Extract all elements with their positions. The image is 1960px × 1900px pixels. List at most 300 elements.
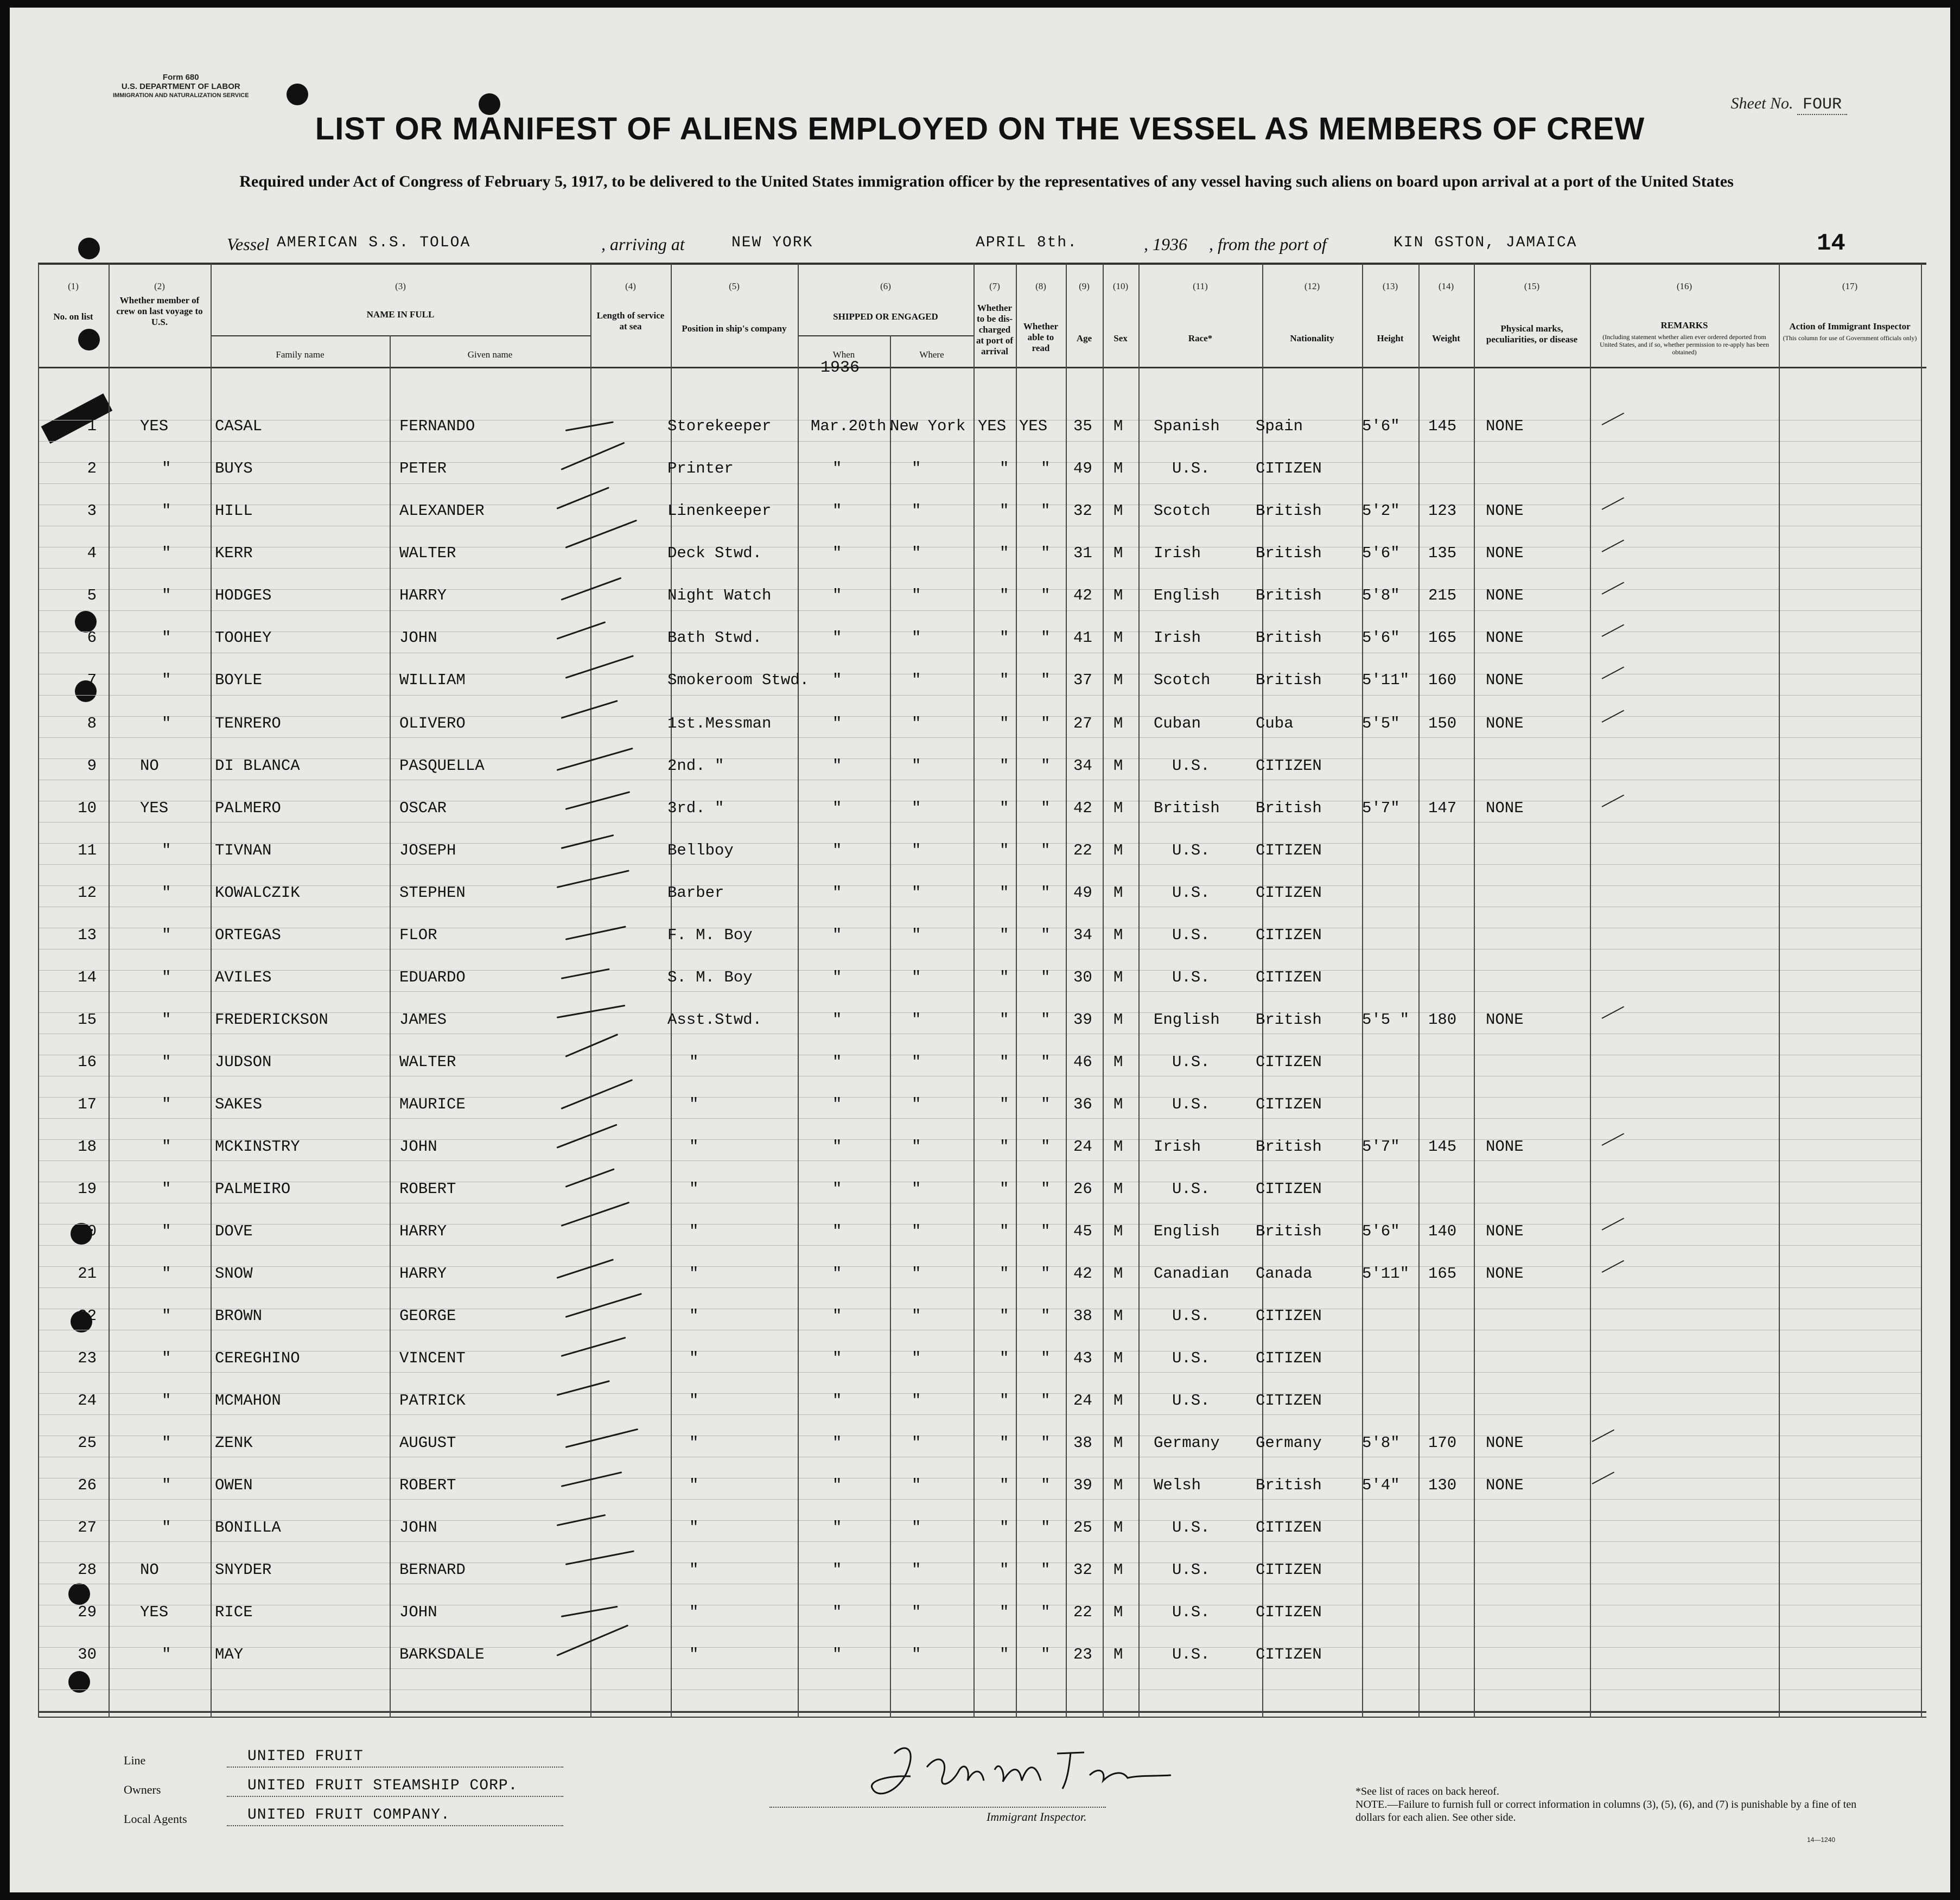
table-bottom-rule (38, 1711, 1926, 1713)
table-row (10, 514, 1950, 562)
cell-given: ALEXANDER (399, 502, 485, 520)
table-row (10, 557, 1950, 604)
cell-family: BROWN (215, 1307, 263, 1325)
cell-last: " (162, 1392, 171, 1410)
column-header: Physical marks, peculiarities, or disease (1486, 323, 1578, 345)
cell-age: 32 (1073, 502, 1092, 520)
cell-read: " (1041, 671, 1051, 689)
service-tick-mark (561, 700, 618, 719)
table-row (10, 472, 1950, 520)
cell-when: " (832, 1095, 842, 1113)
cell-read: " (1041, 1561, 1051, 1579)
cell-where: " (912, 1519, 921, 1536)
shipped-year: 1936 (820, 359, 860, 377)
page-subtitle: Required under Act of Congress of February 5, 1917, to be delivered to the United States immigration officer by the representatives of any vessel having such aliens on board upon arrival at a port of the United States (239, 173, 1734, 190)
cell-given: ROBERT (399, 1476, 456, 1494)
cell-weight: 147 (1428, 799, 1457, 817)
cell-age: 27 (1073, 715, 1092, 732)
cell-age: 34 (1073, 757, 1092, 775)
cell-no: 29 (78, 1603, 97, 1621)
cell-read: " (1041, 841, 1051, 859)
service-tick-mark (565, 520, 637, 549)
cell-nat: CITIZEN (1256, 841, 1322, 859)
cell-last: YES (140, 799, 169, 817)
cell-age: 26 (1073, 1180, 1092, 1198)
cell-height: 5'7" (1362, 799, 1400, 817)
cell-age: 46 (1073, 1053, 1092, 1071)
cell-read: " (1041, 586, 1051, 604)
cell-nat: Germany (1256, 1434, 1322, 1452)
cell-when: " (832, 799, 842, 817)
table-row (10, 1404, 1950, 1452)
cell-age: 23 (1073, 1646, 1092, 1663)
cell-read: " (1041, 1053, 1051, 1071)
cell-disch: " (1000, 544, 1009, 562)
form-number: Form 680 (162, 73, 199, 82)
cell-race: U.S. (1172, 1603, 1210, 1621)
cell-sex: M (1113, 544, 1123, 562)
cell-family: SNYDER (215, 1561, 272, 1579)
cell-nat: British (1256, 544, 1322, 562)
cell-family: ZENK (215, 1434, 253, 1452)
cell-position: " (689, 1222, 699, 1240)
column-number: (10) (1112, 281, 1129, 291)
cell-read: " (1041, 1222, 1051, 1240)
cell-sex: M (1113, 1222, 1123, 1240)
cell-sex: M (1113, 502, 1123, 520)
cell-disch: " (1000, 757, 1009, 775)
sheet-value: FOUR (1797, 95, 1847, 115)
cell-nat: CITIZEN (1256, 1646, 1322, 1663)
column-number: (5) (729, 281, 740, 291)
service-tick-mark (561, 968, 610, 979)
cell-nat: British (1256, 799, 1322, 817)
cell-when: " (832, 629, 842, 647)
table-row (10, 1319, 1950, 1367)
cell-no: 11 (78, 841, 97, 859)
cell-when: " (832, 1349, 842, 1367)
cell-age: 42 (1073, 586, 1092, 604)
cell-family: SNOW (215, 1265, 253, 1283)
cell-height: 5'2" (1362, 502, 1400, 520)
cell-sex: M (1113, 799, 1123, 817)
cell-height: 5'6" (1362, 1222, 1400, 1240)
table-row (10, 1235, 1950, 1283)
cell-nat: CITIZEN (1256, 1561, 1322, 1579)
cell-marks: NONE (1486, 715, 1524, 732)
cell-when: " (832, 1011, 842, 1029)
cell-read: " (1041, 757, 1051, 775)
cell-race: U.S. (1172, 1561, 1210, 1579)
table-top-rule (38, 263, 1926, 265)
column-header: Sex (1113, 333, 1128, 343)
cell-where: " (912, 460, 921, 477)
cell-age: 39 (1073, 1011, 1092, 1029)
table-row (10, 641, 1950, 689)
cell-family: SAKES (215, 1095, 263, 1113)
cell-position: Storekeeper (667, 417, 772, 435)
cell-no: 17 (78, 1095, 97, 1113)
cell-family: OWEN (215, 1476, 253, 1494)
cell-disch: " (1000, 1053, 1009, 1071)
cell-last: " (162, 884, 171, 902)
cell-last: YES (140, 417, 169, 435)
cell-where: " (912, 1095, 921, 1113)
table-row (10, 1066, 1950, 1113)
cell-disch: " (1000, 1392, 1009, 1410)
cell-age: 38 (1073, 1434, 1092, 1452)
service-tick-mark (565, 1293, 642, 1318)
cell-sex: M (1113, 586, 1123, 604)
cell-last: " (162, 1434, 171, 1452)
remarks-tick-mark (1602, 413, 1625, 425)
cell-marks: NONE (1486, 671, 1524, 689)
cell-when: " (832, 1222, 842, 1240)
cell-sex: M (1113, 1561, 1123, 1579)
cell-weight: 130 (1428, 1476, 1457, 1494)
cell-disch: " (1000, 671, 1009, 689)
cell-where: " (912, 1011, 921, 1029)
cell-sex: M (1113, 1180, 1123, 1198)
line-underline (227, 1767, 563, 1768)
service-tick-mark (561, 1202, 630, 1227)
cell-read: " (1041, 1180, 1051, 1198)
cell-weight: 145 (1428, 1138, 1457, 1156)
cell-given: JOHN (399, 1519, 437, 1536)
cell-last: " (162, 841, 171, 859)
cell-disch: " (1000, 502, 1009, 520)
cell-position: " (689, 1053, 699, 1071)
cell-disch: " (1000, 968, 1009, 986)
cell-race: U.S. (1172, 757, 1210, 775)
remarks-tick-mark (1602, 1133, 1625, 1146)
column-header: NAME IN FULL (366, 309, 435, 320)
cell-age: 24 (1073, 1392, 1092, 1410)
cell-given: PASQUELLA (399, 757, 485, 775)
cell-disch: " (1000, 586, 1009, 604)
cell-race: U.S. (1172, 1392, 1210, 1410)
cell-race: Germany (1154, 1434, 1220, 1452)
cell-disch: " (1000, 1434, 1009, 1452)
cell-read: " (1041, 968, 1051, 986)
cell-age: 22 (1073, 841, 1092, 859)
cell-age: 24 (1073, 1138, 1092, 1156)
table-row (10, 1362, 1950, 1410)
table-row (10, 727, 1950, 775)
cell-marks: NONE (1486, 586, 1524, 604)
table-row (10, 896, 1950, 944)
cell-given: PETER (399, 460, 447, 477)
service-tick-mark (557, 621, 606, 640)
cell-height: 5'11" (1362, 1265, 1410, 1283)
cell-sex: M (1113, 1307, 1123, 1325)
cell-given: JOHN (399, 629, 437, 647)
cell-age: 32 (1073, 1561, 1092, 1579)
cell-disch: " (1000, 1476, 1009, 1494)
cell-no: 19 (78, 1180, 97, 1198)
cell-weight: 145 (1428, 417, 1457, 435)
cell-age: 34 (1073, 926, 1092, 944)
inspector-signature (856, 1737, 1182, 1808)
service-tick-mark (556, 1124, 617, 1148)
cell-sex: M (1113, 841, 1123, 859)
cell-read: " (1041, 1095, 1051, 1113)
remarks-tick-mark (1602, 582, 1625, 595)
column-subheader: Where (919, 349, 944, 360)
cell-last: " (162, 502, 171, 520)
service-tick-mark (565, 1034, 618, 1057)
cell-last: " (162, 1349, 171, 1367)
cell-nat: CITIZEN (1256, 1095, 1322, 1113)
cell-where: " (912, 968, 921, 986)
cell-no: 22 (78, 1307, 97, 1325)
service-tick-mark (561, 1337, 626, 1357)
cell-when: " (832, 1519, 842, 1536)
cell-race: U.S. (1172, 1180, 1210, 1198)
cell-sex: M (1113, 460, 1123, 477)
cell-family: TOOHEY (215, 629, 272, 647)
cell-no: 6 (87, 629, 97, 647)
cell-nat: British (1256, 671, 1322, 689)
cell-nat: British (1256, 502, 1322, 520)
remarks-tick-mark (1602, 498, 1625, 510)
cell-sex: M (1113, 417, 1123, 435)
service-tick-mark (557, 1259, 614, 1279)
cell-family: DI BLANCA (215, 757, 300, 775)
cell-where: " (912, 671, 921, 689)
cell-age: 43 (1073, 1349, 1092, 1367)
table-row (10, 1616, 1950, 1663)
cell-height: 5'7" (1362, 1138, 1400, 1156)
cell-age: 31 (1073, 544, 1092, 562)
cell-where: " (912, 629, 921, 647)
cell-read: " (1041, 884, 1051, 902)
cell-disch: " (1000, 1646, 1009, 1663)
cell-given: JOSEPH (399, 841, 456, 859)
cell-no: 14 (78, 968, 97, 986)
table-row (10, 1489, 1950, 1536)
cell-position: " (689, 1095, 699, 1113)
cell-given: FLOR (399, 926, 437, 944)
cell-race: English (1154, 1011, 1220, 1029)
cell-race: U.S. (1172, 841, 1210, 859)
cell-read: " (1041, 502, 1051, 520)
manifest-sheet (10, 8, 1950, 1892)
line-label: Line (124, 1754, 146, 1767)
cell-position: " (689, 1603, 699, 1621)
cell-race: Irish (1154, 629, 1201, 647)
cell-no: 18 (78, 1138, 97, 1156)
cell-family: CASAL (215, 417, 263, 435)
cell-when: " (832, 715, 842, 732)
column-header: Weight (1432, 333, 1460, 343)
cell-age: 25 (1073, 1519, 1092, 1536)
cell-height: 5'5" (1362, 715, 1400, 732)
cell-marks: NONE (1486, 502, 1524, 520)
service-tick-mark (565, 655, 634, 679)
cell-nat: CITIZEN (1256, 460, 1322, 477)
binder-hole (78, 238, 100, 259)
cell-no: 3 (87, 502, 97, 520)
footnote (1356, 1785, 1860, 1824)
cell-race: Cuban (1154, 715, 1201, 732)
cell-nat: CITIZEN (1256, 1603, 1322, 1621)
cell-height: 5'6" (1362, 417, 1400, 435)
cell-sex: M (1113, 1646, 1123, 1663)
cell-family: DOVE (215, 1222, 253, 1240)
arriving-port: NEW YORK (731, 234, 813, 251)
table-header-rule (38, 367, 1926, 368)
table-row (10, 1193, 1950, 1240)
cell-given: VINCENT (399, 1349, 466, 1367)
cell-family: BONILLA (215, 1519, 281, 1536)
cell-weight: 123 (1428, 502, 1457, 520)
cell-weight: 160 (1428, 671, 1457, 689)
cell-age: 49 (1073, 460, 1092, 477)
service-tick-mark (556, 1624, 628, 1656)
cell-given: FERNANDO (399, 417, 475, 435)
cell-read: " (1041, 1265, 1051, 1283)
cell-given: JAMES (399, 1011, 447, 1029)
cell-where: " (912, 757, 921, 775)
cell-sex: M (1113, 1603, 1123, 1621)
cell-no: 2 (87, 460, 97, 477)
cell-nat: British (1256, 586, 1322, 604)
cell-given: STEPHEN (399, 884, 466, 902)
cell-disch: " (1000, 1349, 1009, 1367)
cell-race: U.S. (1172, 884, 1210, 902)
races-note: *See list of races on back hereof. (1356, 1786, 1499, 1797)
inspector-label: Immigrant Inspector. (987, 1810, 1087, 1824)
from-port: KIN GSTON, JAMAICA (1393, 234, 1577, 251)
cell-disch: " (1000, 1011, 1009, 1029)
cell-height: 5'5 " (1362, 1011, 1410, 1029)
cell-family: PALMEIRO (215, 1180, 291, 1198)
cell-family: FREDERICKSON (215, 1011, 328, 1029)
cell-family: AVILES (215, 968, 272, 986)
table-row (10, 854, 1950, 902)
cell-position: S. M. Boy (667, 968, 753, 986)
table-row (10, 387, 1950, 435)
column-number: (11) (1193, 281, 1208, 291)
cell-family: ORTEGAS (215, 926, 281, 944)
cell-sex: M (1113, 968, 1123, 986)
remarks-tick-mark (1602, 624, 1625, 637)
cell-no: 1 (87, 417, 97, 435)
cell-disch: " (1000, 1180, 1009, 1198)
service-tick-mark (565, 791, 631, 810)
cell-disch: " (1000, 926, 1009, 944)
column-number: (3) (395, 281, 406, 291)
cell-family: TIVNAN (215, 841, 272, 859)
cell-family: MCMAHON (215, 1392, 281, 1410)
column-number: (13) (1382, 281, 1398, 291)
cell-disch: " (1000, 1222, 1009, 1240)
cell-read: " (1041, 460, 1051, 477)
column-number: (6) (880, 281, 891, 291)
cell-race: Welsh (1154, 1476, 1201, 1494)
cell-sex: M (1113, 1392, 1123, 1410)
cell-sex: M (1113, 715, 1123, 732)
cell-last: " (162, 968, 171, 986)
service-tick-mark (561, 442, 625, 470)
column-number: (8) (1035, 281, 1046, 291)
cell-marks: NONE (1486, 1434, 1524, 1452)
cell-given: BERNARD (399, 1561, 466, 1579)
cell-race: English (1154, 586, 1220, 604)
cell-no: 28 (78, 1561, 97, 1579)
column-header: Height (1377, 333, 1404, 343)
service-tick-mark (557, 870, 629, 888)
column-number: (4) (625, 281, 636, 291)
table-row (10, 1108, 1950, 1156)
column-header: Age (1076, 333, 1092, 343)
cell-nat: Spain (1256, 417, 1303, 435)
agents-underline (227, 1825, 563, 1826)
cell-nat: CITIZEN (1256, 757, 1322, 775)
service-tick-mark (565, 1550, 634, 1565)
cell-read: " (1041, 1646, 1051, 1663)
cell-when: " (832, 460, 842, 477)
cell-weight: 140 (1428, 1222, 1457, 1240)
cell-sex: M (1113, 1053, 1123, 1071)
cell-age: 22 (1073, 1603, 1092, 1621)
owners-label: Owners (124, 1783, 161, 1796)
cell-family: HILL (215, 502, 253, 520)
cell-where: " (912, 1307, 921, 1325)
cell-race: British (1154, 799, 1220, 817)
cell-when: " (832, 1180, 842, 1198)
cell-given: WALTER (399, 1053, 456, 1071)
column-number: (2) (154, 281, 165, 291)
service-name: IMMIGRATION AND NATURALIZATION SERVICE (113, 92, 249, 99)
cell-where: " (912, 1222, 921, 1240)
cell-position: 2nd. " (667, 757, 724, 775)
cell-where: " (912, 1349, 921, 1367)
cell-when: " (832, 1476, 842, 1494)
cell-read: " (1041, 1307, 1051, 1325)
cell-height: 5'8" (1362, 586, 1400, 604)
cell-race: U.S. (1172, 1646, 1210, 1663)
cell-weight: 150 (1428, 715, 1457, 732)
cell-sex: M (1113, 1349, 1123, 1367)
cell-position: " (689, 1392, 699, 1410)
cell-when: " (832, 1434, 842, 1452)
cell-family: JUDSON (215, 1053, 272, 1071)
cell-where: " (912, 1434, 921, 1452)
cell-disch: " (1000, 715, 1009, 732)
cell-weight: 180 (1428, 1011, 1457, 1029)
service-tick-mark (565, 1429, 639, 1448)
cell-last: NO (140, 1561, 159, 1579)
column-number: (16) (1676, 281, 1692, 291)
cell-where: " (912, 586, 921, 604)
from-label: , from the port of (1209, 234, 1327, 254)
binder-hole (287, 84, 308, 105)
cell-height: 5'6" (1362, 544, 1400, 562)
cell-no: 16 (78, 1053, 97, 1071)
column-header: Race* (1188, 333, 1213, 343)
cell-nat: CITIZEN (1256, 1053, 1322, 1071)
cell-given: JOHN (399, 1603, 437, 1621)
cell-race: U.S. (1172, 1053, 1210, 1071)
table-row (10, 1573, 1950, 1621)
table-row (10, 1531, 1950, 1579)
cell-last: " (162, 1646, 171, 1663)
cell-family: KOWALCZIK (215, 884, 300, 902)
cell-age: 39 (1073, 1476, 1092, 1494)
cell-no: 5 (87, 586, 97, 604)
